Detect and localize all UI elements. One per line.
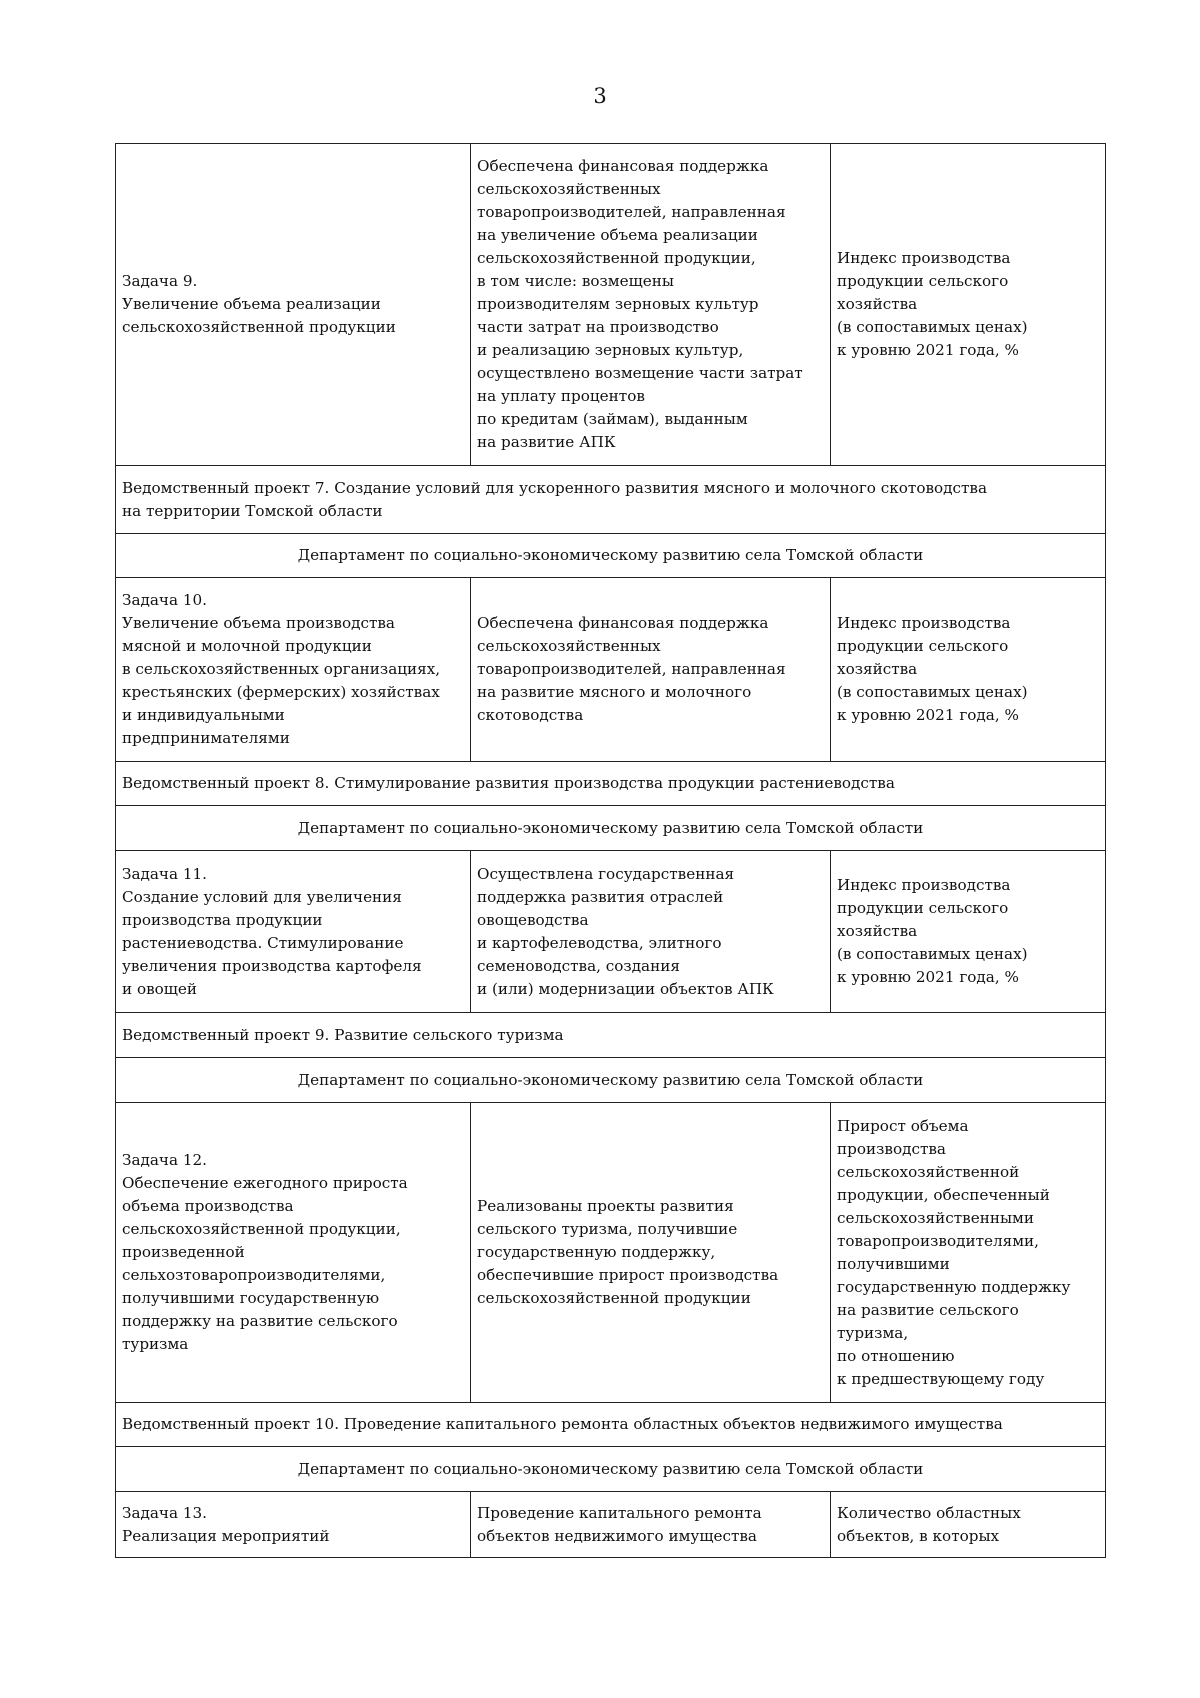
task-cell: Задача 9. Увеличение объема реализации сельскохозяйственной продукции: [116, 144, 471, 466]
task-cell: Задача 11. Создание условий для увеличения производства продукции растениеводства. Стимулирование увеличения производства картофеля и овощей: [116, 851, 471, 1013]
project-title: Ведомственный проект 10. Проведение капитального ремонта областных объектов недвижимого имущества: [116, 1403, 1106, 1447]
task-table: [115, 143, 1106, 1558]
table-row: [116, 1403, 1106, 1447]
result-cell: Обеспечена финансовая поддержка сельскохозяйственных товаропроизводителей, направленная на увеличение объема реализации сельскохозяйственной продукции, в том числе: возмещены производителям зерновых культур части затрат на производство и реализацию зерновых культур, осуществлено возмещение части затрат на уплату процентов по кредитам (займам), выданным на развитие АПК: [471, 144, 831, 466]
table-row: [116, 1492, 1106, 1558]
task-cell: Задача 12. Обеспечение ежегодного прироста объема производства сельскохозяйственной продукции, произведенной сельхозтоваропроизводителями, получившими государственную поддержку на развитие сельского туризма: [116, 1103, 471, 1403]
table-row: [116, 1447, 1106, 1492]
project-title: Ведомственный проект 7. Создание условий для ускоренного развития мясного и молочного скотоводства на территории Томской области: [116, 466, 1106, 534]
department-title: Департамент по социально-экономическому развитию села Томской области: [116, 1447, 1106, 1492]
indicator-cell: Прирост объема производства сельскохозяйственной продукции, обеспеченный сельскохозяйственными товаропроизводителями, получившими государственную поддержку на развитие сельского туризма, по отношению к предшествующему году: [831, 1103, 1106, 1403]
page-number: 3: [593, 84, 607, 108]
table-row: [116, 466, 1106, 534]
table-row: [116, 762, 1106, 806]
table-row: [116, 1013, 1106, 1058]
table-row: [116, 851, 1106, 1013]
department-title: Департамент по социально-экономическому развитию села Томской области: [116, 534, 1106, 578]
table-row: [116, 534, 1106, 578]
task-cell: Задача 10. Увеличение объема производства мясной и молочной продукции в сельскохозяйственных организациях, крестьянских (фермерских) хозяйствах и индивидуальными предпринимателями: [116, 578, 471, 762]
table-row: [116, 144, 1106, 466]
indicator-cell: Индекс производства продукции сельского хозяйства (в сопоставимых ценах) к уровню 2021 года, %: [831, 144, 1106, 466]
result-cell: Обеспечена финансовая поддержка сельскохозяйственных товаропроизводителей, направленная на развитие мясного и молочного скотоводства: [471, 578, 831, 762]
project-title: Ведомственный проект 8. Стимулирование развития производства продукции растениеводства: [116, 762, 1106, 806]
table-row: [116, 1103, 1106, 1403]
project-title: Ведомственный проект 9. Развитие сельского туризма: [116, 1013, 1106, 1058]
task-cell: Задача 13. Реализация мероприятий: [116, 1492, 471, 1558]
table-row: [116, 1058, 1106, 1103]
result-cell: Осуществлена государственная поддержка развития отраслей овощеводства и картофелеводства, элитного семеноводства, создания и (или) модернизации объектов АПК: [471, 851, 831, 1013]
table-row: [116, 806, 1106, 851]
indicator-cell: Индекс производства продукции сельского хозяйства (в сопоставимых ценах) к уровню 2021 года, %: [831, 851, 1106, 1013]
result-cell: Реализованы проекты развития сельского туризма, получившие государственную поддержку, обеспечившие прирост производства сельскохозяйственной продукции: [471, 1103, 831, 1403]
table-row: [116, 578, 1106, 762]
department-title: Департамент по социально-экономическому развитию села Томской области: [116, 1058, 1106, 1103]
department-title: Департамент по социально-экономическому развитию села Томской области: [116, 806, 1106, 851]
indicator-cell: Индекс производства продукции сельского хозяйства (в сопоставимых ценах) к уровню 2021 года, %: [831, 578, 1106, 762]
result-cell: Проведение капитального ремонта объектов недвижимого имущества: [471, 1492, 831, 1558]
indicator-cell: Количество областных объектов, в которых: [831, 1492, 1106, 1558]
